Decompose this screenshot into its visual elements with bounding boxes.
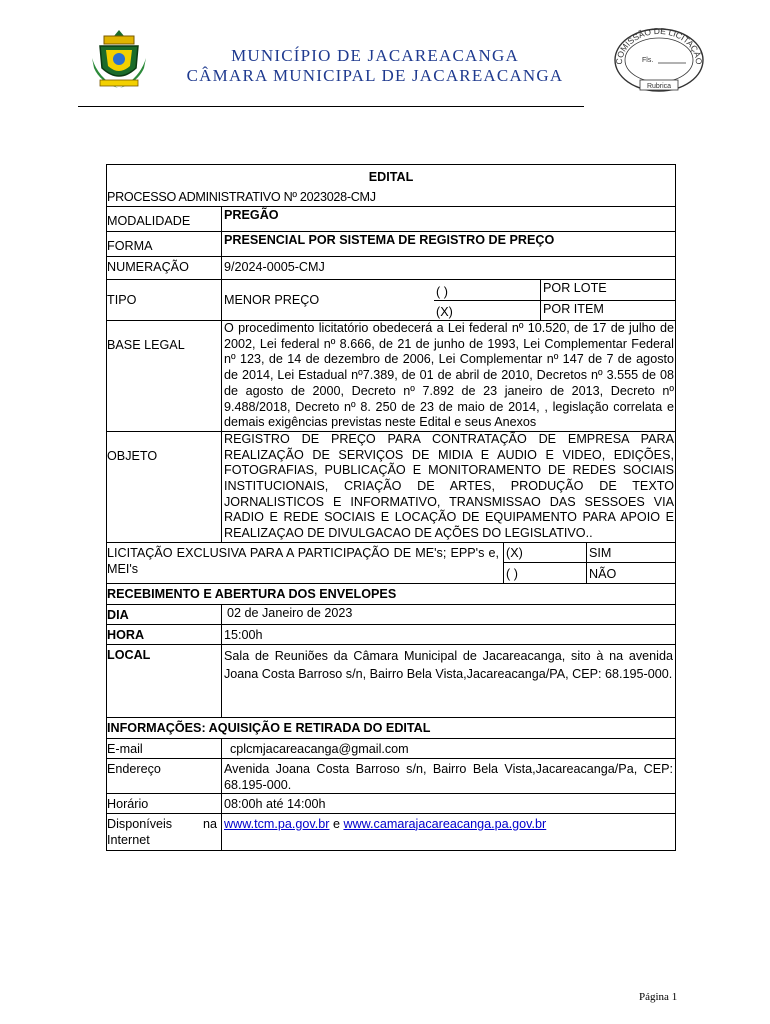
exclusiva-nao-mark: ( ): [506, 566, 518, 581]
local-row: [107, 644, 675, 717]
edital-summary-table: [106, 164, 676, 851]
recebimento-title: RECEBIMENTO E ABERTURA DOS ENVELOPES: [107, 583, 675, 604]
base-legal-row: [107, 320, 675, 431]
numeracao-value: 9/2024-0005-CMJ: [221, 257, 675, 279]
stamp-top-text: COMISSÃO DE LICITAÇÃO: [613, 25, 705, 65]
objeto-label: OBJETO: [107, 448, 158, 463]
edital-document: [106, 164, 674, 851]
horario-value: 08:00h até 14:00h: [221, 794, 675, 813]
email-label: E-mail: [107, 741, 143, 756]
municipal-coat-of-arms-icon: [90, 28, 148, 92]
forma-row: [107, 231, 675, 256]
internet-links: [221, 814, 675, 850]
endereco-label: Endereço: [107, 761, 161, 776]
exclusiva-row: [107, 542, 675, 583]
exclusiva-nao-label: NÃO: [586, 563, 675, 583]
internet-row: [107, 813, 675, 850]
processo-line: PROCESSO ADMINISTRATIVO Nº 2023028-CMJ: [107, 190, 376, 204]
forma-label: FORMA: [107, 239, 153, 253]
local-value: Sala de Reuniões da Câmara Municipal de Jacareacanga, sito à na avenida Joana Costa Barroso s/n, Bairro Bela Vista,Jacareacanga/PA, CEP: 68.195-000.: [221, 645, 675, 717]
header-municipio: MUNICÍPIO DE JACAREACANGA: [231, 46, 519, 65]
tipo-value: MENOR PREÇO: [221, 280, 434, 320]
hora-row: [107, 624, 675, 644]
camara-link[interactable]: www.camarajacareacanga.pa.gov.br: [343, 816, 547, 831]
hora-label: HORA: [107, 627, 145, 642]
tcm-link[interactable]: www.tcm.pa.gov.br: [224, 816, 330, 831]
stamp-rubrica-text: Rubrica: [646, 83, 672, 90]
tipo-opt-lote-label: POR LOTE: [540, 280, 675, 300]
objeto-text: REGISTRO DE PREÇO PARA CONTRATAÇÃO DE EMPRESA PARA REALIZAÇÃO DE SERVIÇOS DE MIDIA E AUDIO E VIDEO, EDIÇÕES, FOTOGRAFIAS, PUBLICAÇÃO E MONITORAMENTO DE REDES SOCIAIS INSTITUCIONAIS, CRIAÇÃO DE ARTES, PRODUÇÃO DE TEXTO JORNALISTICOS E INFORMATIVO, TRANSMISSAO DAS SESSOES VIA RADIO E REDE SOCIAIS E LOCAÇÃO DE EQUIPAMENTO PARA APOIO E REALIZAÇAO DE DIVULGACAO DE AÇÕES DO LEGISLATIVO..: [221, 432, 675, 542]
tipo-opt-item-mark: (X): [436, 305, 453, 319]
link-separator: e: [329, 816, 344, 831]
exclusiva-sim-label: SIM: [586, 543, 675, 562]
dia-label: DIA: [107, 607, 129, 622]
svg-text:COMISSÃO DE LICITAÇÃO: [614, 26, 704, 65]
horario-label: Horário: [107, 796, 149, 811]
objeto-row: [107, 431, 675, 542]
exclusiva-options: [503, 543, 675, 583]
email-value: cplcmjacareacanga@gmail.com: [221, 739, 675, 758]
page-number: Página 1: [639, 991, 678, 1003]
edital-title: EDITAL: [368, 170, 414, 184]
base-legal-text: O procedimento licitatório obedecerá a Lei federal nº 10.520, de 17 de julho de 2002, Lei federal nº 8.666, de 21 de junho de 1993, Lei Complementar Federal nº 123, de 14 de dezembro de 2006, Lei Complementar nº 147 de 7 de agosto de 2014, Lei Estadual nº7.389, de 01 de abril de 2010, Decretos nº 3.555 de 08 de agosto de 2000, Decreto nº 7.892 de 23 janeiro de 2013, Decreto nº 9.488/2018, Decreto nº 8. 250 de 23 de maio de 2014, , legislação correlata e demais exigências previstas neste Edital e seus Anexos: [221, 321, 675, 431]
tipo-row: [107, 279, 675, 320]
internet-label: Disponíveis na Internet: [107, 816, 217, 847]
exclusiva-sim-mark: (X): [506, 545, 523, 560]
endereco-row: [107, 758, 675, 793]
tipo-opt-lote-mark: ( ): [436, 285, 448, 299]
forma-value: PRESENCIAL POR SISTEMA DE REGISTRO DE PREÇO: [221, 232, 675, 256]
dia-value: 02 de Janeiro de 2023: [221, 605, 675, 624]
header-camara: CÂMARA MUNICIPAL DE JACAREACANGA: [186, 66, 564, 85]
modalidade-value: PREGÃO: [221, 207, 675, 231]
modalidade-label: MODALIDADE: [107, 214, 191, 228]
tipo-options: [434, 280, 675, 320]
base-legal-label: BASE LEGAL: [107, 338, 185, 352]
exclusiva-text: LICITAÇÃO EXCLUSIVA PARA A PARTICIPAÇÃO DE ME's; EPP's e, MEI's: [107, 545, 499, 576]
stamp-fls-text: Fls.: [642, 57, 654, 64]
horario-row: [107, 793, 675, 813]
licitacao-stamp-icon: [612, 20, 706, 92]
hora-value: 15:00h: [221, 625, 675, 644]
document-header: [150, 46, 600, 86]
modalidade-row: [107, 206, 675, 231]
email-row: [107, 738, 675, 758]
dia-row: [107, 604, 675, 624]
numeracao-label: NUMERAÇÃO: [107, 260, 189, 274]
header-divider: [78, 106, 584, 107]
tipo-opt-item-label: POR ITEM: [540, 301, 675, 320]
local-label: LOCAL: [107, 647, 151, 662]
tipo-label: TIPO: [107, 293, 137, 307]
numeracao-row: [107, 256, 675, 279]
informacoes-title: INFORMAÇÕES: AQUISIÇÃO E RETIRADA DO EDITAL: [107, 717, 675, 738]
endereco-value: Avenida Joana Costa Barroso s/n, Bairro Bela Vista,Jacareacanga/Pa, CEP: 68.195-000.: [221, 759, 675, 793]
